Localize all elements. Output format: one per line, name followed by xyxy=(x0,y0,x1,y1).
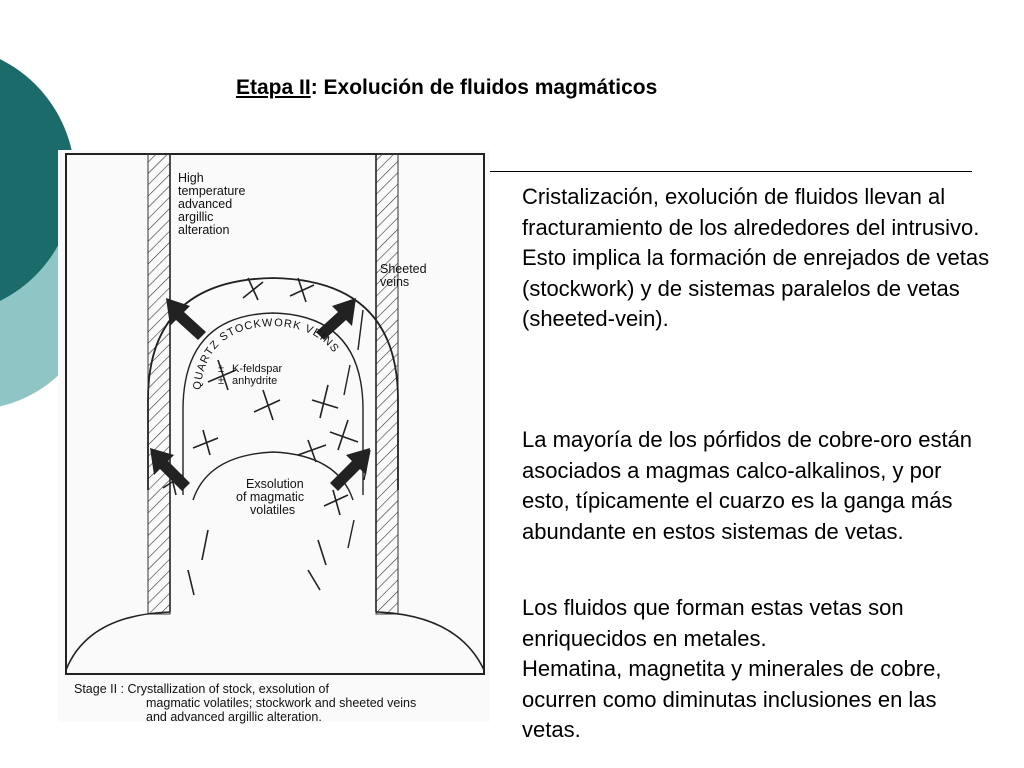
paragraph-porphyry: La mayoría de los pórfidos de cobre-oro están asociados a magmas calco-alkalinos, y por esto, típicamente el cuarzo es la ganga más abundante en estos sistemas de vetas. xyxy=(522,427,973,544)
paragraph-crystallization: Cristalización, exolución de fluidos llevan al fracturamiento de los alrededores del intrusivo. Esto implica la formación de enrejados de vetas (stockwork) y de sistemas paralelos de vetas (sheeted-vein). xyxy=(522,184,990,331)
caption-line-3: and advanced argillic alteration. xyxy=(146,710,322,724)
sheeted-line-2: veins xyxy=(380,275,410,289)
intrusion-base xyxy=(66,612,484,670)
right-alteration-zone xyxy=(376,154,398,614)
title-rule xyxy=(490,171,972,172)
high-temp-line-1: High xyxy=(178,171,204,185)
caption-line-1: Stage II : Crystallization of stock, exsolution of xyxy=(74,682,329,696)
plus-symbol-1: ± xyxy=(218,363,225,375)
high-temp-label xyxy=(178,171,245,237)
high-temp-line-5: alteration xyxy=(178,223,230,237)
title-rest: : Exolución de fluidos magmáticos xyxy=(310,76,658,99)
left-alteration-zone xyxy=(148,154,170,614)
exsolution-line-3: volatiles xyxy=(250,503,296,517)
plus-symbol-2: ± xyxy=(218,375,225,387)
mineral-label xyxy=(218,363,282,387)
high-temp-line-2: temperature xyxy=(178,184,246,198)
diagram-drawing xyxy=(58,150,490,722)
caption-line-2: magmatic volatiles; stockwork and sheeted veins xyxy=(146,696,417,710)
paragraph-fluids xyxy=(522,593,992,746)
exsolution-line-2: of magmatic xyxy=(236,490,305,504)
stage-ii-diagram xyxy=(58,150,490,722)
exsolution-label xyxy=(236,477,304,517)
high-temp-line-3: advanced xyxy=(178,197,233,211)
anhydrite-label: anhydrite xyxy=(232,375,278,387)
title-stage: Etapa II xyxy=(236,76,311,99)
high-temp-line-4: argillic xyxy=(178,210,214,224)
slide-title xyxy=(236,76,657,100)
diagram-frame xyxy=(66,154,484,674)
diagram-caption xyxy=(74,682,484,724)
stockwork-arc-label: QUARTZ STOCKWORK VEINS xyxy=(191,316,342,391)
sheeted-line-1: Sheeted xyxy=(380,262,427,276)
arrow-lower-right xyxy=(330,448,370,491)
fluids-line-2: Hematina, magnetita y minerales de cobre, ocurren como diminutas inclusiones en las vetas. xyxy=(522,656,942,742)
exsolution-line-1: Exsolution xyxy=(246,477,304,491)
sheeted-veins xyxy=(344,310,370,548)
kfeldspar-label: K-feldspar xyxy=(232,363,283,375)
sheeted-label xyxy=(380,262,427,289)
fluids-line-1: Los fluidos que forman estas vetas son enriquecidos en metales. xyxy=(522,595,904,651)
